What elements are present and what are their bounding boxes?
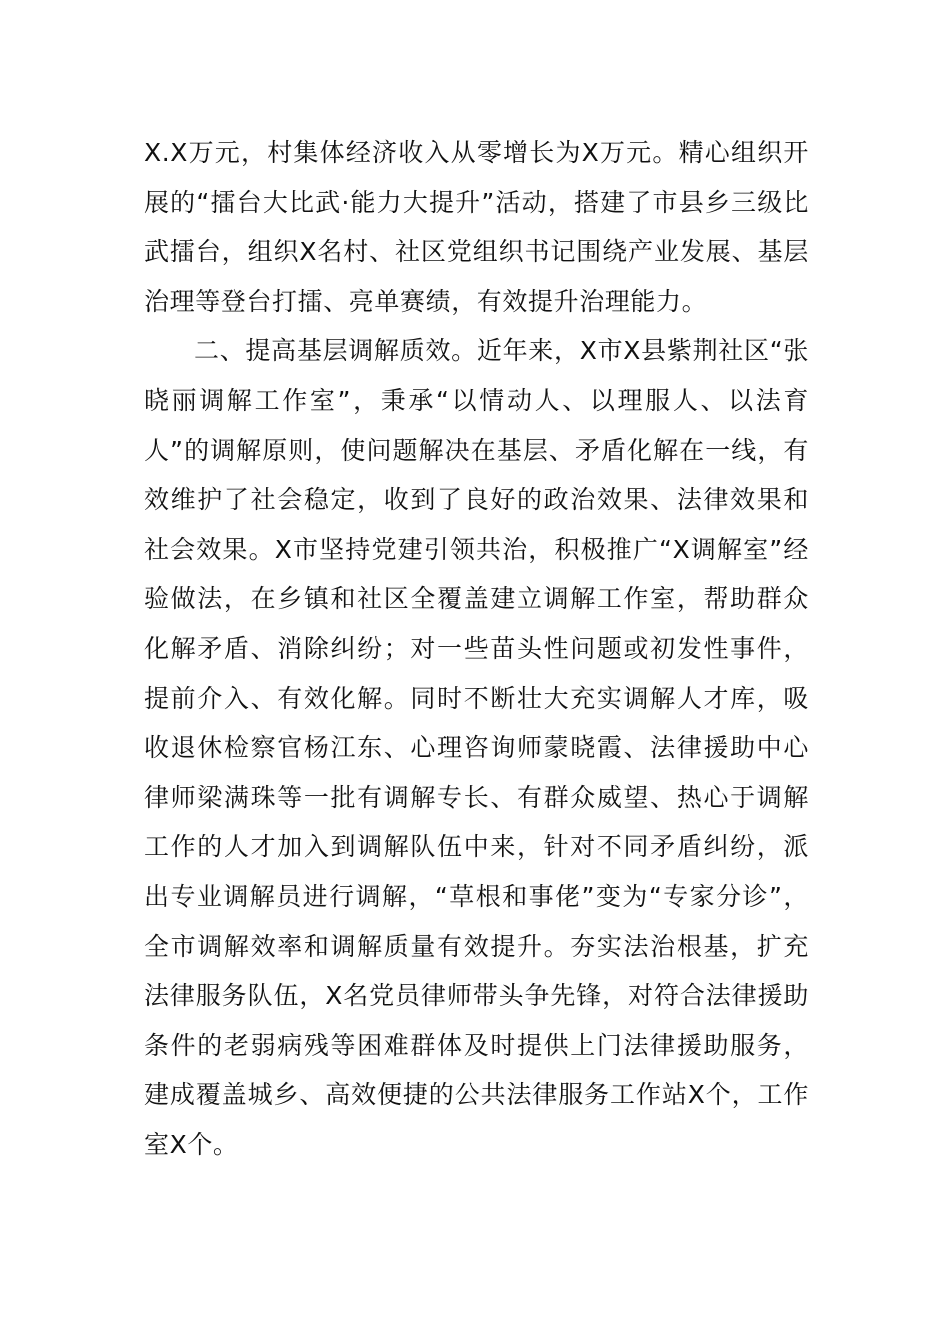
paragraph-mediation-efficiency: 二、提高基层调解质效。近年来，X市X县紫荆社区“张晓丽调解工作室”，秉承“以情动人、以理服人、以法育人”的调解原则，使问题解决在基层、矛盾化解在一线，有效维护了社会稳定，收到了良好的政治效果、法律效果和社会效果。X市坚持党建引领共治，积极推广“X调解室”经验做法，在乡镇和社区全覆盖建立调解工作室，帮助群众化解矛盾、消除纠纷；对一些苗头性问题或初发性事件，提前介入、有效化解。同时不断壮大充实调解人才库，吸收退休检察官杨江东、心理咨询师蒙晓霞、法律援助中心律师梁满珠等一批有调解专长、有群众威望、热心于调解工作的人才加入到调解队伍中来，针对不同矛盾纠纷，派出专业调解员进行调解，“草根和事佬”变为“专家分诊”，全市调解效率和调解质量有效提升。夯实法治根基，扩充法律服务队伍，X名党员律师带头争先锋，对符合法律援助条件的老弱病残等困难群体及时提供上门法律援助服务，建成覆盖城乡、高效便捷的公共法律服务工作站X个，工作室X个。	[144, 336, 809, 1159]
paragraph-economic-income: X.X万元，村集体经济收入从零增长为X万元。精心组织开展的“擂台大比武·能力大提升”活动，搭建了市县乡三级比武擂台，组织X名村、社区党组织书记围绕产业发展、基层治理等登台打擂、亮单赛绩，有效提升治理能力。	[144, 138, 809, 316]
document-body	[144, 128, 809, 1169]
